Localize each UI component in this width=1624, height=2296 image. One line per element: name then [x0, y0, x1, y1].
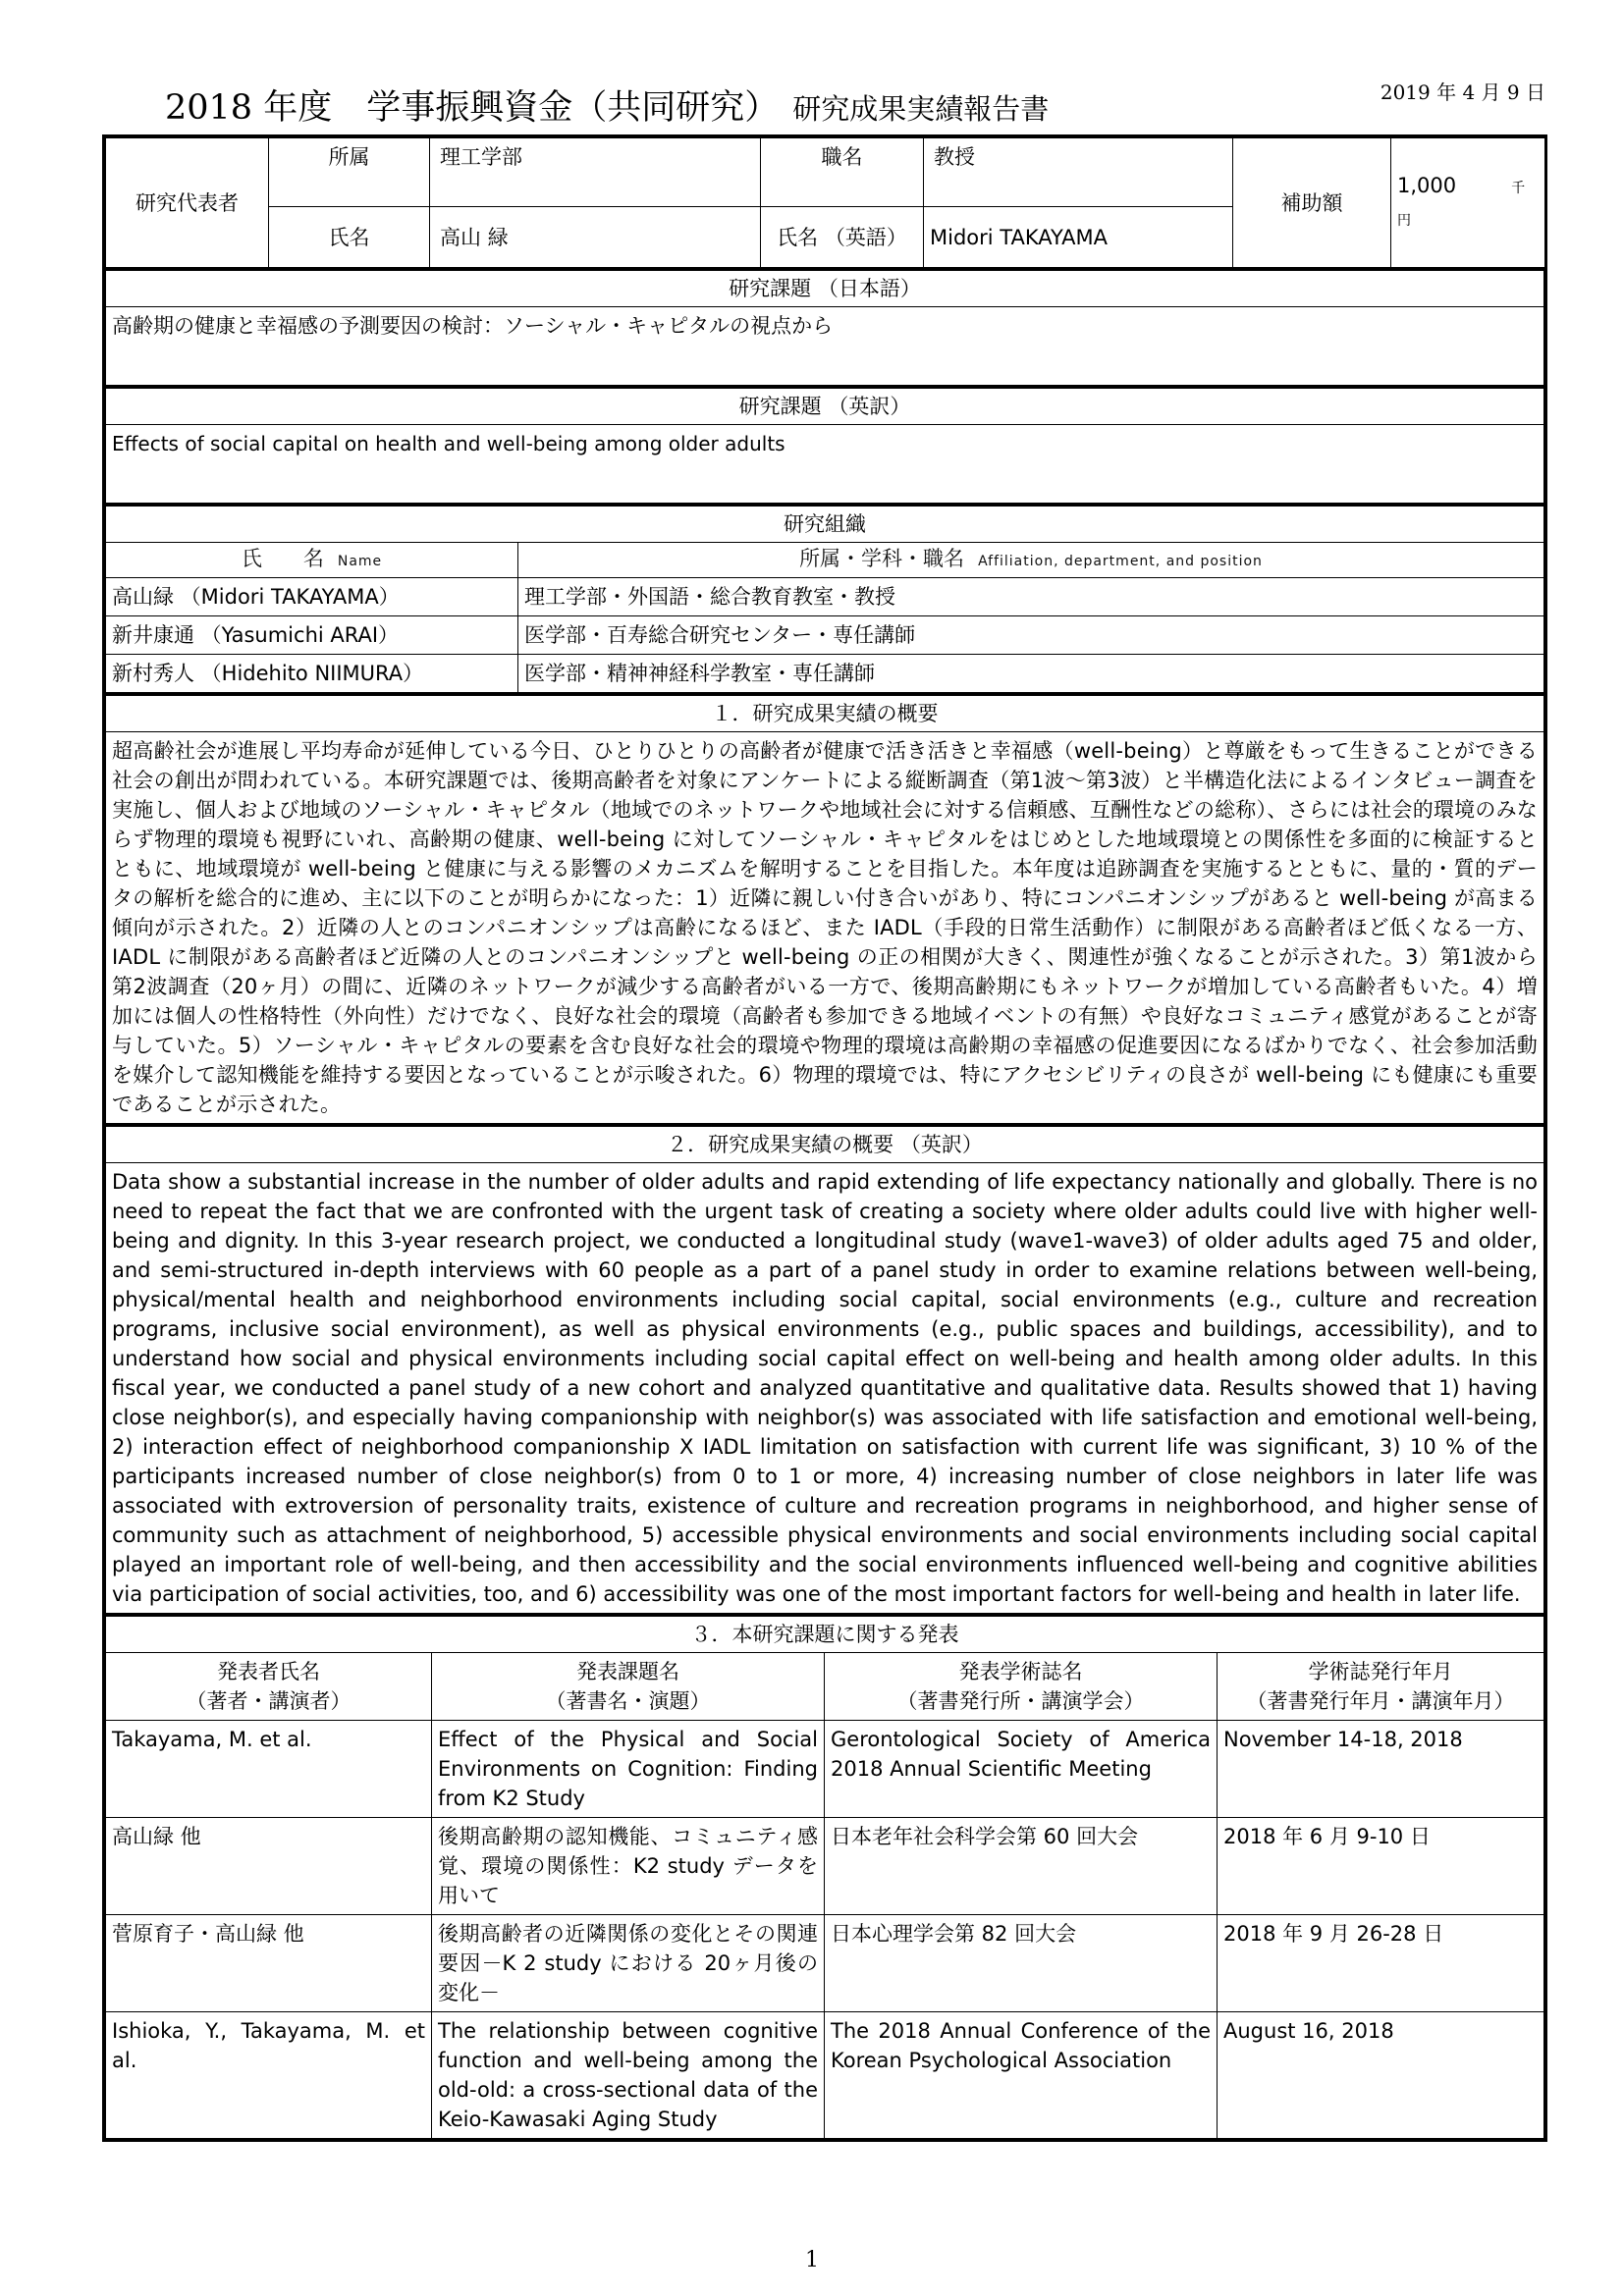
grant-label: 補助額 [1233, 138, 1391, 268]
org-col-name-jp: 氏 名 [241, 547, 324, 570]
position-value: 教授 [924, 138, 1233, 207]
table-row [106, 1818, 1544, 1915]
pub-col-title-main: 発表課題名 [576, 1660, 679, 1683]
pub-venue: 日本老年社会科学会第 60 回大会 [825, 1818, 1218, 1915]
report-date: 2019 年 4 月 9 日 [1380, 80, 1545, 104]
topic-jp-section [105, 268, 1544, 386]
org-col-aff-en: Affiliation, department, and position [978, 554, 1263, 569]
pub-author: 菅原育子・高山緑 他 [106, 1915, 432, 2012]
pub-col-date-main: 学術誌発行年月 [1308, 1660, 1453, 1683]
topic-jp-heading: 研究課題 （日本語） [106, 270, 1544, 307]
name-value: 高山 緑 [430, 207, 761, 268]
rep-label: 研究代表者 [106, 138, 269, 268]
pub-date: November 14-18, 2018 [1218, 1721, 1544, 1818]
name-label: 氏名 [269, 207, 430, 268]
position-label: 職名 [761, 138, 924, 207]
summary-en-text: Data show a substantial increase in the number of older adults and rapid extending of life expectancy nationally and globally. There is no need to repeat the fact that we are confronted with the urgent task of creating a society where older adults could live with higher well-being and dignity. In this 3-year research project, we conducted a longitudinal study (wave1-wave3) of older adults aged 75 and older, and semi-structured in-depth interviews with 60 people as a part of a panel study in order to examine relations between well-being, physical/mental health and neighborhood environments including social capital, social environments (e.g., culture and recreation programs, inclusive social environment), as well as physical environments (e.g., public spaces and buildings, accessibility), and to understand how social and physical environments including social capital effect on well-being and health among older adults. In this fiscal year, we conducted a panel study of a new cohort and analyzed quantitative and qualitative data. Results showed that 1) having close neighbor(s), and especially having companionship with neighbor(s) was associated with life satisfaction and emotional well-being, 2) interaction effect of neighborhood companionship X IADL limitation on satisfaction with current life was significant, 3) 10 % of the participants increased number of close neighbor(s) from 0 to 1 or more, 4) increasing number of close neighbors in later life was associated with extroversion of personality traits, existence of culture and recreation programs in neighborhood, and higher sense of community such as attachment of neighborhood, 5) accessible physical environments and social environments including social capital played an important role of well-being, and then accessibility and the social environments influenced well-being and cognitive abilities via participation of social activities, too, and 6) accessibility was one of the most important factors for well-being and health in later life. [106, 1163, 1544, 1614]
pub-venue: The 2018 Annual Conference of the Korean Psychological Association [825, 2012, 1218, 2139]
pub-col-date-sub: （著書発行年月・講演年月） [1246, 1689, 1515, 1713]
org-col-aff [518, 543, 1544, 578]
title-main: 2018 年度 学事振興資金（共同研究） [165, 88, 780, 128]
pub-col-author-main: 発表者氏名 [217, 1660, 320, 1683]
org-heading: 研究組織 [106, 506, 1544, 543]
pub-col-venue-main: 発表学術誌名 [958, 1660, 1083, 1683]
org-col-aff-jp: 所属・学科・職名 [799, 547, 965, 570]
report-form [102, 134, 1547, 2142]
member-name: 高山緑 （Midori TAKAYAMA） [106, 578, 518, 616]
pub-col-title [432, 1653, 825, 1721]
affiliation-value: 理工学部 [430, 138, 761, 207]
pub-venue: Gerontological Society of America 2018 Annual Scientific Meeting [825, 1721, 1218, 1818]
topic-jp-text: 高齢期の健康と幸福感の予測要因の検討：ソーシャル・キャピタルの視点から [106, 307, 1544, 386]
topic-en-section [105, 386, 1544, 504]
summary-en-section [105, 1124, 1544, 1614]
pub-author: 高山緑 他 [106, 1818, 432, 1915]
member-affiliation: 医学部・百寿総合研究センター・専任講師 [518, 616, 1544, 655]
publications-heading: ３．本研究課題に関する発表 [106, 1616, 1544, 1653]
publications-section [105, 1614, 1544, 2139]
pub-title: 後期高齢者の近隣関係の変化とその関連要因－K 2 study における 20ヶ月後の変化－ [432, 1915, 825, 2012]
table-row [106, 2012, 1544, 2139]
title-sub: 研究成果実績報告書 [792, 92, 1050, 126]
summary-jp-section [105, 693, 1544, 1124]
pub-title: The relationship between cognitive function and well-being among the old-old: a cross-sectional data of the Keio-Kawasaki Aging Study [432, 2012, 825, 2139]
member-name: 新村秀人 （Hidehito NIIMURA） [106, 655, 518, 693]
name-en-value: Midori TAKAYAMA [924, 207, 1233, 268]
pub-author: Ishioka, Y., Takayama, M. et al. [106, 2012, 432, 2139]
pub-title: 後期高齢期の認知機能、コミュニティ感覚、環境の関係性：K2 study データを用いて [432, 1818, 825, 1915]
summary-jp-heading: １．研究成果実績の概要 [106, 695, 1544, 732]
representative-table [105, 137, 1545, 268]
org-col-name [106, 543, 518, 578]
pub-col-venue [825, 1653, 1218, 1721]
grant-value: 1,000 [1397, 173, 1457, 197]
org-col-name-en: Name [337, 554, 383, 569]
table-row [106, 1915, 1544, 2012]
grant-unit: 千円 [1397, 180, 1526, 229]
name-en-label: 氏名 （英語） [761, 207, 924, 268]
pub-col-author-sub: （著者・講演者） [186, 1689, 352, 1713]
member-affiliation: 理工学部・外国語・総合教育教室・教授 [518, 578, 1544, 616]
summary-jp-text: 超高齢社会が進展し平均寿命が延伸している今日、ひとりひとりの高齢者が健康で活き活きと幸福感（well-being）と尊厳をもって生きることができる社会の創出が問われている。本研究課題では、後期高齢者を対象にアンケートによる縦断調査（第1波～第3波）と半構造化法によるインタビュー調査を実施し、個人および地域のソーシャル・キャピタル（地域でのネットワークや地域社会に対する信頼感、互酬性などの総称）、さらには社会的環境のみならず物理的環境も視野にいれ、高齢期の健康、well-being に対してソーシャル・キャピタルをはじめとした地域環境との関係性を多面的に検証するとともに、地域環境が well-being と健康に与える影響のメカニズムを解明することを目指した。本年度は追跡調査を実施するとともに、量的・質的データの解析を総合的に進め、主に以下のことが明らかになった：1）近隣に親しい付き合いがあり、特にコンパニオンシップがあると well-being が高まる傾向が示された。2）近隣の人とのコンパニオンシップは高齢になるほど、また IADL（手段的日常生活動作）に制限がある高齢者ほど低くなる一方、IADL に制限がある高齢者ほど近隣の人とのコンパニオンシップと well-being の正の相関が大きく、関連性が強くなることが示された。3）第1波から第2波調査（20ヶ月）の間に、近隣のネットワークが減少する高齢者がいる一方で、後期高齢期にもネットワークが増加している高齢者もいた。4）増加には個人の性格特性（外向性）だけでなく、良好な社会的環境（高齢者も参加できる地域イベントの有無）や良好なコミュニティ感覚があることが寄与していた。5）ソーシャル・キャピタルの要素を含む良好な社会的環境や物理的環境は高齢期の幸福感の促進要因になるばかりでなく、社会参加活動を媒介して認知機能を維持する要因となっていることが示唆された。6）物理的環境では、特にアクセシビリティの良さが well-being にも健康にも重要であることが示された。 [106, 732, 1544, 1124]
pub-col-date [1218, 1653, 1544, 1721]
pub-date: 2018 年 6 月 9-10 日 [1218, 1818, 1544, 1915]
pub-col-author [106, 1653, 432, 1721]
topic-en-heading: 研究課題 （英訳） [106, 388, 1544, 425]
grant-cell [1391, 138, 1545, 268]
member-affiliation: 医学部・精神神経科学教室・専任講師 [518, 655, 1544, 693]
summary-en-heading: ２．研究成果実績の概要 （英訳） [106, 1126, 1544, 1163]
page-number: 1 [805, 2248, 819, 2272]
pub-col-venue-sub: （著書発行所・講演学会） [896, 1689, 1145, 1713]
document-title [165, 80, 1049, 130]
pub-author: Takayama, M. et al. [106, 1721, 432, 1818]
affiliation-label: 所属 [269, 138, 430, 207]
topic-en-text: Effects of social capital on health and well-being among older adults [106, 425, 1544, 504]
member-name: 新井康通 （Yasumichi ARAI） [106, 616, 518, 655]
pub-date: August 16, 2018 [1218, 2012, 1544, 2139]
pub-col-title-sub: （著書名・演題） [545, 1689, 711, 1713]
pub-date: 2018 年 9 月 26-28 日 [1218, 1915, 1544, 2012]
organization-section [105, 504, 1544, 693]
pub-title: Effect of the Physical and Social Environments on Cognition: Finding from K2 Study [432, 1721, 825, 1818]
pub-venue: 日本心理学会第 82 回大会 [825, 1915, 1218, 2012]
table-row [106, 1721, 1544, 1818]
